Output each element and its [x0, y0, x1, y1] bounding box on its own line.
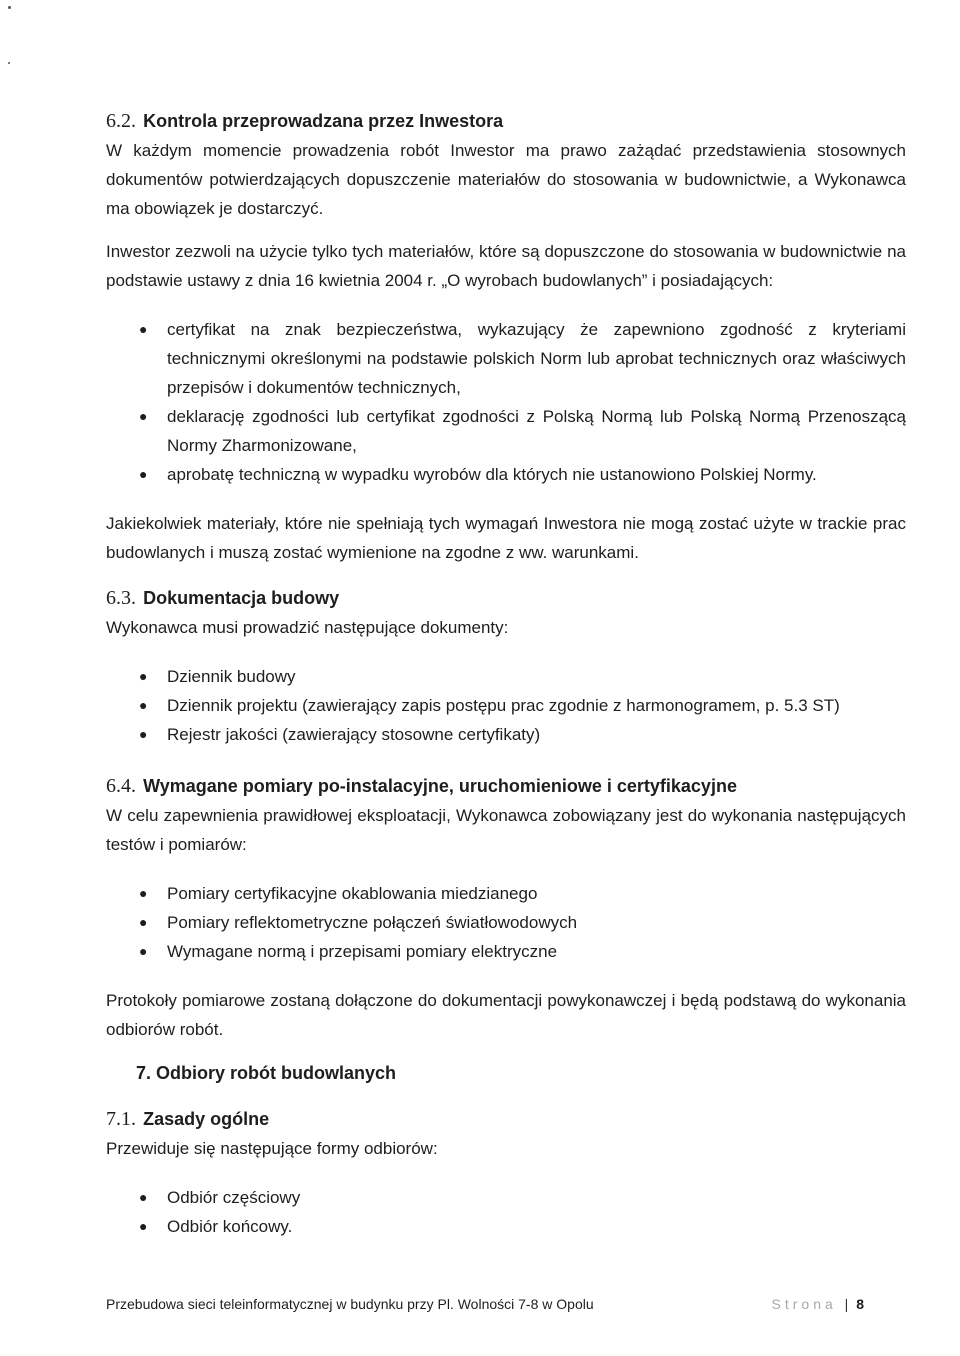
list-item-text: Wymagane normą i przepisami pomiary elektryczne — [167, 942, 558, 961]
paragraph: Wykonawca musi prowadzić następujące dokumenty: — [106, 618, 509, 637]
bullet-icon: ● — [139, 1218, 148, 1234]
section-title: Wymagane pomiary po-instalacyjne, uruchomieniowe i certyfikacyjne — [143, 776, 737, 796]
list-item-text: Odbiór częściowy — [167, 1188, 301, 1207]
bullet-icon: ● — [139, 726, 148, 742]
section-number: 6.3. — [106, 587, 136, 609]
list-item — [106, 691, 906, 720]
bullet-icon: ● — [139, 943, 148, 959]
list-item-text: Pomiary reflektometryczne połączeń światłowodowych — [167, 913, 578, 932]
list-item — [106, 1183, 906, 1212]
list-item — [106, 720, 906, 749]
section-title: Dokumentacja budowy — [143, 588, 340, 608]
list-item-text: Pomiary certyfikacyjne okablowania miedzianego — [167, 884, 538, 903]
section-number: 6.4. — [106, 775, 136, 797]
section-number: 6.2. — [106, 110, 136, 132]
section-title: Kontrola przeprowadzana przez Inwestora — [143, 111, 504, 131]
bullet-list — [106, 662, 906, 749]
section-heading-6-4 — [106, 769, 906, 801]
list-item — [106, 460, 906, 489]
list-item-text: aprobatę techniczną w wypadku wyrobów dla których nie ustanowiono Polskiej Normy. — [167, 465, 817, 484]
list-item — [106, 402, 906, 460]
list-item-text: Odbiór końcowy. — [167, 1217, 293, 1236]
list-item-text: certyfikat na znak bezpieczeństwa, wykazujący że zapewniono zgodność z kryteriami technicznymi określonymi na podstawie polskich Norm lub aprobat technicznych oraz właściwych przepisów i dokumentów technicznych, — [167, 320, 906, 397]
paragraph: Protokoły pomiarowe zostaną dołączone do dokumentacji powykonawczej i będą podstawą do wykonania odbiorów robót. — [106, 991, 906, 1039]
footer-separator: | — [844, 1296, 849, 1312]
section-heading-7-1 — [106, 1102, 906, 1134]
bullet-icon: ● — [139, 885, 148, 901]
footer-page-number: 8 — [856, 1296, 864, 1312]
bullet-icon: ● — [139, 697, 148, 713]
footer-page-indicator — [772, 1292, 864, 1316]
section-heading-6-2 — [106, 104, 906, 136]
list-item — [106, 908, 906, 937]
bullet-icon: ● — [139, 668, 148, 684]
bullet-icon: ● — [139, 914, 148, 930]
paragraph: W każdym momencie prowadzenia robót Inwestor ma prawo zażądać przedstawienia stosownych dokumentów potwierdzających dopuszczenie materiałów do stosowania w budownictwie, a Wykonawca ma obowiązek je dostarczyć. — [106, 141, 906, 218]
list-item-text: Dziennik projektu (zawierający zapis postępu prac zgodnie z harmonogramem, p. 5.3 ST) — [167, 696, 840, 715]
list-item — [106, 1212, 906, 1241]
bullet-icon: ● — [139, 321, 148, 337]
footer-project-title: Przebudowa sieci teleinformatycznej w budynku przy Pl. Wolności 7-8 w Opolu — [106, 1296, 594, 1312]
scan-speck — [8, 6, 11, 9]
footer-strona-label: Strona — [771, 1296, 837, 1312]
list-item — [106, 937, 906, 966]
bullet-list — [106, 315, 906, 489]
list-item — [106, 662, 906, 691]
section-title: Zasady ogólne — [143, 1109, 270, 1129]
document-page — [106, 104, 906, 1241]
bullet-list — [106, 1183, 906, 1241]
section-number: 7.1. — [106, 1108, 136, 1130]
bullet-icon: ● — [139, 466, 148, 482]
list-item — [106, 879, 906, 908]
chapter-heading-7: 7. Odbiory robót budowlanych — [136, 1063, 397, 1083]
list-item — [106, 315, 906, 402]
section-heading-6-3 — [106, 581, 906, 613]
bullet-icon: ● — [139, 408, 148, 424]
bullet-icon: ● — [139, 1189, 148, 1205]
paragraph: Inwestor zezwoli na użycie tylko tych materiałów, które są dopuszczone do stosowania w budownictwie na podstawie ustawy z dnia 16 kwietnia 2004 r. „O wyrobach budowlanych” i posiadających: — [106, 242, 906, 290]
scan-speck — [8, 62, 10, 64]
list-item-text: Dziennik budowy — [167, 667, 296, 686]
bullet-list — [106, 879, 906, 966]
list-item-text: Rejestr jakości (zawierający stosowne certyfikaty) — [167, 725, 541, 744]
list-item-text: deklarację zgodności lub certyfikat zgodności z Polską Normą lub Polską Normą Przenoszącą Normy Zharmonizowane, — [167, 407, 906, 455]
paragraph: Przewiduje się następujące formy odbiorów: — [106, 1139, 438, 1158]
paragraph: Jakiekolwiek materiały, które nie spełniają tych wymagań Inwestora nie mogą zostać użyte w trackie prac budowlanych i muszą zostać wymienione na zgodne z ww. warunkami. — [106, 514, 906, 562]
paragraph: W celu zapewnienia prawidłowej eksploatacji, Wykonawca zobowiązany jest do wykonania następujących testów i pomiarów: — [106, 806, 906, 854]
